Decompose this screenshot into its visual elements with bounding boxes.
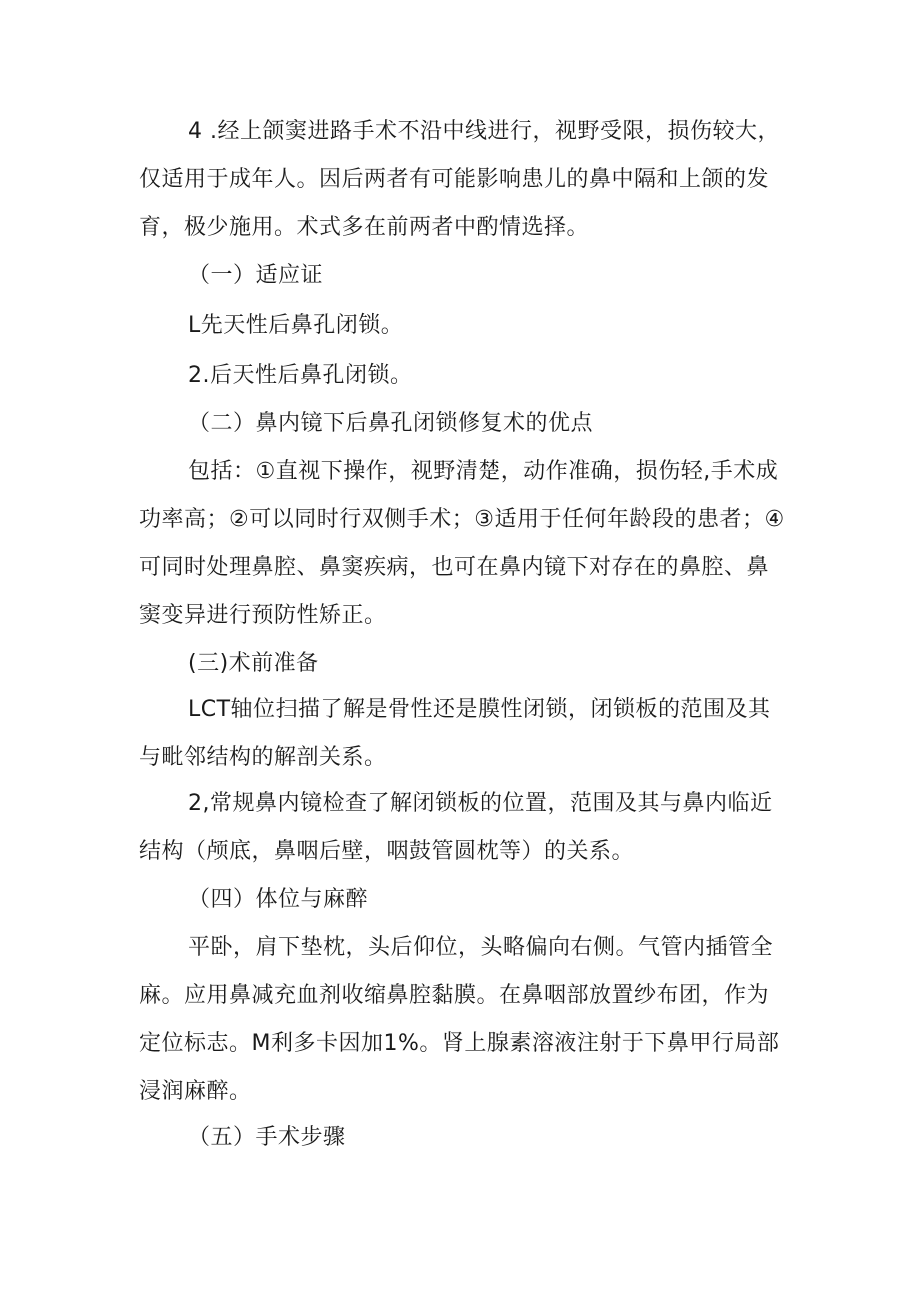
paragraph-preparation-2: 2,常规鼻内镜检查了解闭锁板的位置，范围及其与鼻内临近结构（颅底，鼻咽后壁，咽鼓管圆枕等）的关系。 [139, 791, 773, 864]
paragraph-advantages: 包括：①直视下操作，视野清楚，动作准确，损伤轻,手术成功率高；②可以同时行双侧手术；③适用于任何年龄段的患者；④可同时处理鼻腔、鼻窦疾病，也可在鼻内镜下对存在的鼻腔、鼻窦变异进行预防性矫正。 [139, 459, 785, 628]
section-heading-indications: （一）适应证 [188, 263, 324, 288]
paragraph-approach-4: 4 .经上颌窦进路手术不沿中线进行，视野受限，损伤较大，仅适用于成年人。因后两者有可能影响患儿的鼻中隔和上颌的发育，极少施用。术式多在前两者中酌情选择。 [139, 119, 780, 240]
section-heading-advantages: （二）鼻内镜下后鼻孔闭锁修复术的优点 [188, 411, 594, 436]
section-heading-position-anesthesia: （四）体位与麻醉 [188, 887, 369, 912]
paragraph-anesthesia: 平卧，肩下垫枕，头后仰位，头略偏向右侧。气管内插管全麻。应用鼻减充血剂收缩鼻腔黏膜。在鼻咽部放置纱布团，作为定位标志。M利多卡因加1%。肾上腺素溶液注射于下鼻甲行局部浸润麻醉。 [139, 935, 780, 1104]
indication-item-2: 2.后天性后鼻孔闭锁。 [188, 363, 413, 388]
paragraph-preparation-1: LCT轴位扫描了解是骨性还是膜性闭锁，闭锁板的范围及其与毗邻结构的解剖关系。 [139, 697, 771, 770]
indication-item-1: L先天性后鼻孔闭锁。 [188, 313, 404, 338]
section-heading-surgical-steps: （五）手术步骤 [188, 1125, 346, 1150]
section-heading-preparation: (三)术前准备 [188, 651, 319, 676]
